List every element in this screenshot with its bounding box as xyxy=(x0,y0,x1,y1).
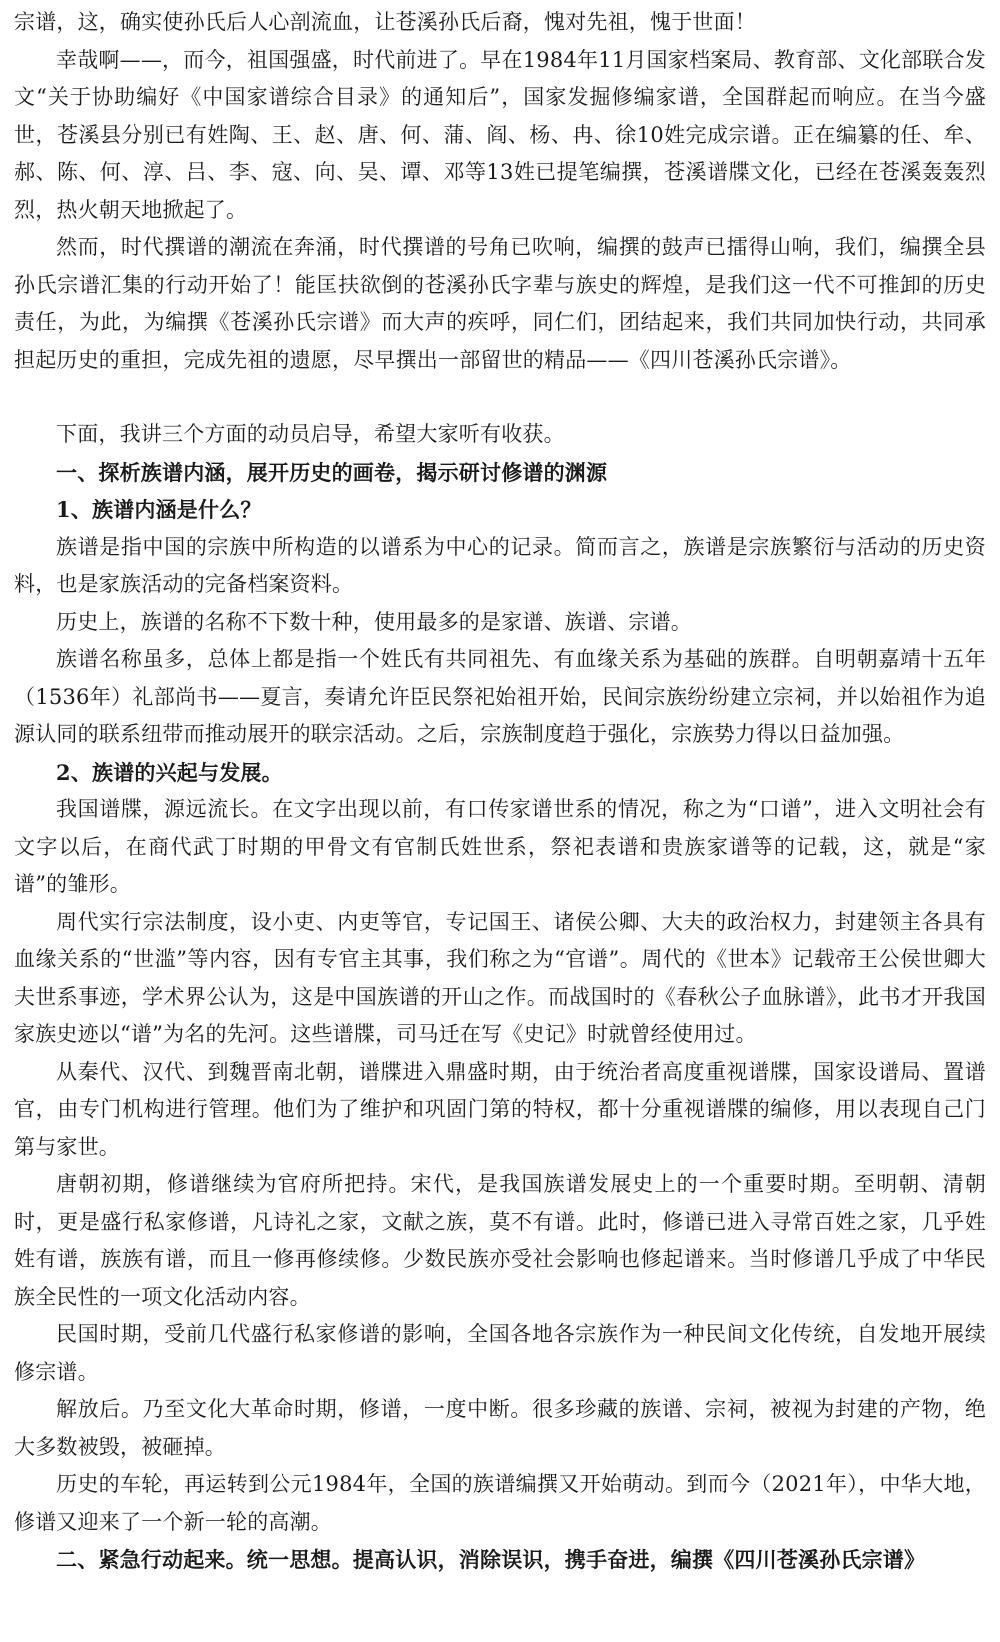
body-paragraph: 历史上，族谱的名称不下数十种，使用最多的是家谱、族谱、宗谱。 xyxy=(56,609,692,634)
section-heading: 一、探析族谱内涵，展开历史的画卷，揭示研讨修谱的渊源 xyxy=(56,459,608,485)
body-paragraph: 民国时期，受前几代盛行私家修谱的影响，全国各地各宗族作为一种民间文化传统，自发地开展续修宗谱。 xyxy=(14,1322,986,1384)
body-paragraph: 从秦代、汉代、到魏晋南北朝，谱牒进入鼎盛时期，由于统治者高度重视谱牒，国家设谱局、置谱官，由专门机构进行管理。他们为了维护和巩固门第的特权，都十分重视谱牒的编修，用以表现自己门第与家世。 xyxy=(14,1059,986,1159)
body-paragraph: 周代实行宗法制度，设小吏、内吏等官，专记国王、诸侯公卿、大夫的政治权力，封建领主各具有血缘关系的“世滥”等内容，因有专官主其事，我们称之为“官谱”。周代的《世本》记载帝王公侯世卿大夫世系事迹，学术界公认为，这是中国族谱的开山之作。而战国时的《春秋公子血脉谱》，此书才开我国家族史迹以“谱”为名的先河。这些谱牒，司马迁在写《史记》时就曾经使用过。 xyxy=(14,909,986,1046)
body-paragraph: 历史的车轮，再运转到公元1984年，全国的族谱编撰又开始萌动。到而今（2021年），中华大地，修谱又迎来了一个新一轮的高潮。 xyxy=(14,1472,986,1534)
section-heading: 2、族谱的兴起与发展。 xyxy=(56,759,283,785)
body-paragraph: 宗谱，这，确实使孙氏后人心剖流血，让苍溪孙氏后裔，愧对先祖，愧于世面！ xyxy=(14,10,756,34)
paragraph-spacer xyxy=(14,379,986,416)
body-paragraph: 然而，时代撰谱的潮流在奔涌，时代撰谱的号角已吹响，编撰的鼓声已擂得山响，我们，编撰全县孙氏宗谱汇集的行动开始了！能匡扶欲倒的苍溪孙氏字辈与族史的辉煌，是我们这一代不可推卸的历史责任，为此，为编撰《苍溪孙氏宗谱》而大声的疾呼，同仁们，团结起来，我们共同加快行动，共同承担起历史的重担，完成先祖的遗愿，尽早撰出一部留世的精品——《四川苍溪孙氏宗谱》。 xyxy=(14,235,986,372)
body-paragraph: 我国谱牒，源远流长。在文字出现以前，有口传家谱世系的情况，称之为“口谱”，进入文明社会有文字以后，在商代武丁时期的甲骨文有官制氏姓世系，祭祀表谱和贵族家谱等的记载，这，就是“家谱”的雏形。 xyxy=(14,797,986,896)
body-paragraph: 唐朝初期，修谱继续为官府所把持。宋代，是我国族谱发展史上的一个重要时期。至明朝、清朝时，更是盛行私家修谱，凡诗礼之家，文献之族，莫不有谱。此时，修谱已进入寻常百姓之家，几乎姓姓有谱，族族有谱，而且一修再修续修。少数民族亦受社会影响也修起谱来。当时修谱几乎成了中华民族全民性的一项文化活动内容。 xyxy=(14,1172,986,1309)
body-paragraph: 下面，我讲三个方面的动员启导，希望大家听有收获。 xyxy=(56,422,565,446)
body-paragraph: 幸哉啊——，而今，祖国强盛，时代前进了。早在1984年11月国家档案局、教育部、文化部联合发文“关于协助编好《中国家谱综合目录》的通知后”，国家发掘修编家谱，全国群起而响应。在当今盛世，苍溪县分别已有姓陶、王、赵、唐、何、蒲、阎、杨、冉、徐10姓完成宗谱。正在编纂的任、牟、郝、陈、何、淳、吕、李、寇、向、吴、谭、邓等13姓已提笔编撰，苍溪谱牒文化，已经在苍溪轰轰烈烈，热火朝天地掀起了。 xyxy=(14,47,986,222)
section-heading: 1、族谱内涵是什么？ xyxy=(56,497,262,522)
body-paragraph: 族谱名称虽多，总体上都是指一个姓氏有共同祖先、有血缘关系为基础的族群。自明朝嘉靖十五年（1536年）礼部尚书——夏言，奏请允许臣民祭祀始祖开始，民间宗族纷纷建立宗祠，并以始祖作为追源认同的联系纽带而推动展开的联宗活动。之后，宗族制度趋于强化，宗族势力得以日益加强。 xyxy=(14,647,986,746)
section-heading: 二、紧急行动起来。统一思想。提高认识，消除误识，携手奋进，编撰《四川苍溪孙氏宗谱》 xyxy=(56,1547,926,1572)
body-paragraph: 族谱是指中国的宗族中所构造的以谱系为中心的记录。简而言之，族谱是宗族繁衍与活动的历史资料，也是家族活动的完备档案资料。 xyxy=(14,534,986,596)
body-paragraph: 解放后。乃至文化大革命时期，修谱，一度中断。很多珍藏的族谱、宗祠，被视为封建的产物，绝大多数被毁，被砸掉。 xyxy=(14,1397,986,1459)
